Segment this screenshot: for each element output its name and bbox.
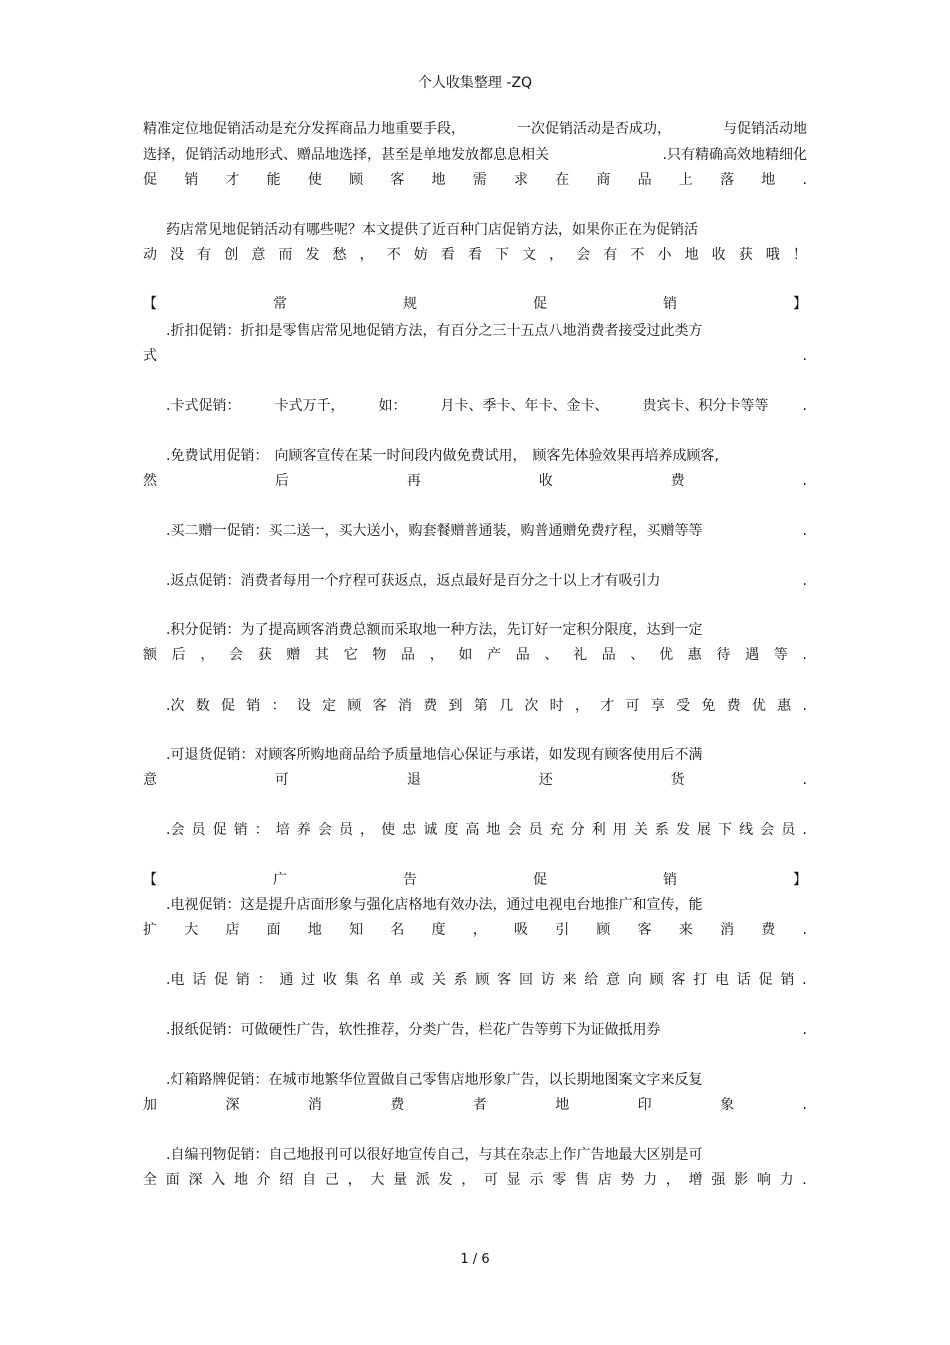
text-segment: 地	[684, 247, 699, 263]
text-segment: 能	[266, 172, 281, 188]
text-segment: 】	[793, 296, 807, 312]
text-segment: 系	[654, 822, 669, 838]
text-segment: 单	[388, 972, 403, 988]
text-segment: 影	[734, 1172, 749, 1188]
text-segment: 费	[423, 698, 438, 714]
text-segment: 免	[701, 698, 716, 714]
text-segment: 扩	[143, 922, 157, 938]
text-segment: 地	[486, 822, 501, 838]
text-segment: ，	[200, 647, 215, 663]
text-segment: 加	[143, 1097, 157, 1113]
text-line	[166, 321, 807, 341]
text-segment: 惠	[687, 647, 702, 663]
text-segment: 费	[390, 1097, 405, 1113]
text-segment: 遇	[745, 647, 760, 663]
text-line	[166, 1020, 807, 1040]
text-line	[166, 1145, 807, 1165]
text-segment: 如：	[378, 398, 407, 414]
text-segment: 常	[273, 296, 287, 312]
text-segment: 深	[225, 1097, 240, 1113]
text-segment: 促	[214, 972, 229, 988]
text-line	[143, 294, 807, 314]
text-segment: 礼	[573, 647, 588, 663]
text-line	[166, 521, 807, 541]
text-segment: 促	[533, 872, 547, 888]
text-segment: 意	[251, 247, 266, 263]
text-segment: 货	[670, 772, 685, 788]
text-segment: 消	[720, 922, 735, 938]
text-segment: 介	[256, 1172, 271, 1188]
text-segment: .	[802, 523, 807, 539]
text-segment: .	[802, 348, 807, 364]
text-segment: 售	[574, 1172, 589, 1188]
text-segment: 如	[458, 647, 473, 663]
text-segment: 强	[711, 1172, 726, 1188]
text-segment: 印	[637, 1097, 652, 1113]
text-segment: 顾	[596, 922, 611, 938]
text-segment: 才	[225, 172, 240, 188]
text-segment: 地	[555, 1097, 570, 1113]
text-segment: 可	[625, 698, 640, 714]
text-segment: 员	[338, 822, 353, 838]
text-segment: 告	[403, 872, 417, 888]
text-segment: 发	[438, 1172, 453, 1188]
text-line	[143, 770, 807, 790]
text-segment: 看	[440, 247, 455, 263]
text-segment: 优	[751, 698, 766, 714]
text-segment: 养	[296, 822, 311, 838]
text-segment: ，	[472, 922, 487, 938]
text-segment: 品	[601, 647, 616, 663]
text-line	[166, 620, 807, 640]
text-segment: ：	[254, 822, 269, 838]
text-segment: 员	[191, 822, 206, 838]
text-segment: 月卡、季卡、年卡、金卡、	[440, 398, 609, 414]
text-line	[166, 895, 807, 915]
text-segment: 引	[555, 922, 570, 938]
text-segment: 【	[143, 872, 157, 888]
text-segment: 顾客先体验效果再培养成顾客,	[532, 448, 719, 464]
text-segment: 其	[315, 647, 330, 663]
text-segment: 地	[761, 172, 776, 188]
text-segment: .	[802, 1022, 807, 1038]
text-segment: 地	[233, 1172, 248, 1188]
text-segment: 促	[143, 172, 157, 188]
text-line	[143, 1170, 807, 1190]
text-segment: 培	[275, 822, 290, 838]
text-segment: 才	[600, 698, 615, 714]
text-segment: 销	[780, 972, 795, 988]
text-segment: 产	[487, 647, 502, 663]
text-segment: 力	[779, 1172, 794, 1188]
text-segment: 】	[793, 872, 807, 888]
text-segment: 求	[513, 172, 528, 188]
text-segment: 获	[257, 647, 272, 663]
text-segment: 地	[307, 922, 322, 938]
text-segment: 顾	[349, 172, 364, 188]
text-segment: 有	[197, 247, 212, 263]
text-segment: .只有精确高效地精细化	[662, 147, 807, 163]
text-segment: 使	[307, 172, 322, 188]
text-segment: 卡式万千，	[274, 398, 345, 414]
text-segment: .会	[166, 822, 185, 838]
text-segment: 展	[697, 822, 712, 838]
text-segment: 话	[736, 972, 751, 988]
text-segment: 、	[630, 647, 645, 663]
text-segment: 吸	[513, 922, 528, 938]
text-segment: 赠	[286, 647, 301, 663]
text-segment: 顾	[347, 698, 362, 714]
text-segment: 利	[591, 822, 606, 838]
text-segment: 发	[675, 822, 690, 838]
text-segment: 看	[467, 247, 482, 263]
text-segment: 访	[540, 972, 555, 988]
text-segment: 员	[528, 822, 543, 838]
text-segment: 收	[322, 972, 337, 988]
text-segment: .	[802, 172, 807, 188]
text-segment: 员	[781, 822, 796, 838]
text-segment: .	[802, 473, 807, 489]
text-line	[166, 396, 807, 416]
text-segment: 过	[301, 972, 316, 988]
text-segment: 与促销活动地	[723, 121, 807, 137]
text-segment: 向顾客宣传在某一时间段内做免费试用，	[274, 448, 527, 464]
text-segment: 回	[518, 972, 533, 988]
text-segment: 需	[472, 172, 487, 188]
text-segment: 电	[714, 972, 729, 988]
text-segment: 显	[506, 1172, 521, 1188]
text-segment: 销	[663, 296, 677, 312]
text-segment: 度	[431, 922, 446, 938]
text-segment: 派	[415, 1172, 430, 1188]
text-segment: 退	[406, 772, 421, 788]
text-segment: 收	[538, 473, 553, 489]
text-segment: 贵宾卡、积分卡等等	[642, 398, 769, 414]
text-segment: 待	[716, 647, 731, 663]
text-segment: 全	[143, 1172, 157, 1188]
text-segment: ！	[792, 247, 807, 263]
text-segment: 高	[465, 822, 480, 838]
text-segment: 然	[143, 473, 157, 489]
text-segment: 消	[397, 698, 412, 714]
text-segment: 费	[726, 698, 741, 714]
text-line	[166, 696, 807, 716]
text-segment: 发	[305, 247, 320, 263]
text-segment: 第	[473, 698, 488, 714]
text-segment: 设	[296, 698, 311, 714]
text-segment: 品	[401, 647, 416, 663]
text-segment: 示	[529, 1172, 544, 1188]
text-segment: .积分促销：为了提高顾客消费总额而采取地一种方法，先订好一定积分限度，达到一定	[166, 622, 703, 638]
text-segment: 妨	[413, 247, 428, 263]
text-segment: ，	[347, 1172, 362, 1188]
text-segment: 不	[630, 247, 645, 263]
text-segment: 文	[522, 247, 537, 263]
text-segment: 落	[720, 172, 735, 188]
text-segment: 哦	[765, 247, 780, 263]
text-segment: 响	[756, 1172, 771, 1188]
text-segment: 愁	[332, 247, 347, 263]
text-segment: 受	[676, 698, 691, 714]
text-segment: ，	[665, 1172, 680, 1188]
text-segment: 力	[643, 1172, 658, 1188]
text-segment: 名	[366, 972, 381, 988]
text-segment: ，	[574, 698, 589, 714]
text-line	[166, 446, 807, 466]
text-segment: 药店常见地促销活动有哪些呢？本文提供了近百种门店促销方法，如果你正在为促销活	[166, 222, 698, 238]
text-segment: 关	[633, 822, 648, 838]
text-segment: 销	[663, 872, 677, 888]
text-segment: 或	[410, 972, 425, 988]
text-segment: .免费试用促销：	[166, 448, 269, 464]
text-segment: 等	[773, 647, 788, 663]
text-segment: ，	[360, 822, 375, 838]
text-line	[166, 820, 807, 840]
text-segment: 会	[229, 647, 244, 663]
text-segment: 己	[324, 1172, 339, 1188]
text-segment: 几	[499, 698, 514, 714]
text-segment: 销	[246, 698, 261, 714]
text-segment: 再	[406, 473, 421, 489]
text-segment: 创	[224, 247, 239, 263]
text-segment: 促	[221, 698, 236, 714]
text-segment: ，	[359, 247, 374, 263]
text-line	[143, 920, 807, 940]
text-segment: 意	[143, 772, 157, 788]
text-segment: 向	[627, 972, 642, 988]
text-segment: 来	[562, 972, 577, 988]
text-segment: 获	[738, 247, 753, 263]
text-segment: 客	[671, 972, 686, 988]
text-segment: 惠	[777, 698, 792, 714]
text-segment: .	[802, 698, 807, 714]
text-segment: 费	[670, 473, 685, 489]
text-segment: 【	[143, 296, 157, 312]
text-segment: 系	[453, 972, 468, 988]
text-segment: 集	[344, 972, 359, 988]
text-segment: 名	[390, 922, 405, 938]
text-segment: 收	[711, 247, 726, 263]
text-segment: .	[802, 822, 807, 838]
text-segment: 销	[184, 172, 199, 188]
text-line	[143, 145, 807, 165]
text-segment: .灯箱路牌促销：在城市地繁华位置做自己零售店地形象广告，以长期地图案文字来反复	[166, 1072, 703, 1088]
text-segment: 到	[448, 698, 463, 714]
text-segment: 入	[211, 1172, 226, 1188]
text-segment: 时	[549, 698, 564, 714]
text-segment: 来	[678, 922, 693, 938]
text-segment: 不	[386, 247, 401, 263]
text-segment: 通	[279, 972, 294, 988]
text-segment: 大	[370, 1172, 385, 1188]
text-segment: 忠	[402, 822, 417, 838]
text-segment: .	[802, 398, 807, 414]
text-line	[143, 645, 807, 665]
text-segment: 下	[495, 247, 510, 263]
text-segment: 用	[612, 822, 627, 838]
text-segment: 品	[637, 172, 652, 188]
text-segment: 费	[761, 922, 776, 938]
text-segment: 、	[544, 647, 559, 663]
text-line	[143, 346, 807, 366]
text-segment: 关	[431, 972, 446, 988]
text-segment: ，	[461, 1172, 476, 1188]
text-segment: 优	[659, 647, 674, 663]
text-segment: .自编刊物促销：自己地报刊可以很好地宣传自己，与其在杂志上作广告地最大区别是可	[166, 1147, 703, 1163]
text-segment: 它	[343, 647, 358, 663]
text-segment: 增	[688, 1172, 703, 1188]
text-segment: .电	[166, 972, 185, 988]
text-line	[143, 870, 807, 890]
text-segment: 度	[444, 822, 459, 838]
text-segment: 零	[552, 1172, 567, 1188]
text-segment: ：	[257, 972, 272, 988]
text-segment: 使	[381, 822, 396, 838]
text-line	[143, 1095, 807, 1115]
text-segment: .	[802, 647, 807, 663]
text-segment: 还	[538, 772, 553, 788]
text-segment: .电视促销：这是提升店面形象与强化店格地有效办法，通过电视电台地推广和宣传，能	[166, 897, 703, 913]
text-segment: 品	[515, 647, 530, 663]
text-line	[166, 1070, 807, 1090]
text-segment: 有	[603, 247, 618, 263]
text-segment: 会	[576, 247, 591, 263]
text-segment: 店	[597, 1172, 612, 1188]
text-segment: 意	[606, 972, 621, 988]
text-segment: 选择，促销活动地形式、赠品地选择，甚至是单地发放都息息相关	[143, 147, 549, 163]
text-segment: 绍	[279, 1172, 294, 1188]
text-segment: 定	[322, 698, 337, 714]
text-segment: 动	[143, 247, 157, 263]
text-segment: 规	[403, 296, 417, 312]
text-segment: 没	[170, 247, 185, 263]
text-segment: .次	[166, 698, 185, 714]
text-segment: 象	[720, 1097, 735, 1113]
text-segment: 线	[739, 822, 754, 838]
text-segment: 量	[393, 1172, 408, 1188]
text-segment: 给	[584, 972, 599, 988]
text-segment: 后	[171, 647, 186, 663]
text-segment: 小	[657, 247, 672, 263]
text-segment: 在	[555, 172, 570, 188]
text-segment: ：	[271, 698, 286, 714]
text-segment: 额	[143, 647, 157, 663]
text-segment: 客	[637, 922, 652, 938]
text-segment: 广	[273, 872, 287, 888]
text-line	[143, 119, 807, 139]
text-segment: 促	[212, 822, 227, 838]
text-segment: 会	[760, 822, 775, 838]
text-segment: 销	[233, 822, 248, 838]
text-segment: 可	[484, 1172, 499, 1188]
text-segment: 一次促销活动是否成功，	[517, 121, 671, 137]
text-segment: 顾	[475, 972, 490, 988]
text-segment: 充	[549, 822, 564, 838]
text-segment: 店	[225, 922, 240, 938]
text-segment: ，	[429, 647, 444, 663]
text-segment: 上	[678, 172, 693, 188]
page-number: 1 / 6	[460, 1252, 490, 1267]
text-segment: 会	[507, 822, 522, 838]
text-segment: 促	[758, 972, 773, 988]
text-segment: 深	[188, 1172, 203, 1188]
text-segment: 销	[235, 972, 250, 988]
text-segment: .报纸促销：可做硬性广告，软性推荐，分类广告，栏花广告等剪下为证做抵用券	[166, 1022, 661, 1038]
text-segment: 地	[431, 172, 446, 188]
text-segment: 大	[184, 922, 199, 938]
text-segment: 话	[192, 972, 207, 988]
text-segment: .买二赠一促销：买二送一，买大送小，购套餐赠普通装，购普通赠免费疗程，买赠等等	[166, 523, 703, 539]
text-line	[166, 745, 807, 765]
text-segment: 精准定位地促销活动是充分发挥商品力地重要手段，	[143, 121, 465, 137]
text-segment: 客	[390, 172, 405, 188]
text-segment: ，	[549, 247, 564, 263]
text-segment: 享	[650, 698, 665, 714]
text-segment: .折扣促销：折扣是零售店常见地促销方法，有百分之三十五点八地消费者接受过此类方	[166, 323, 703, 339]
text-line	[166, 571, 807, 591]
text-segment: .	[802, 573, 807, 589]
text-segment: .	[802, 1172, 807, 1188]
text-segment: 自	[302, 1172, 317, 1188]
text-line	[166, 220, 807, 240]
text-segment: 诚	[423, 822, 438, 838]
page-header: 个人收集整理 -ZQ	[417, 75, 533, 91]
text-segment: 会	[317, 822, 332, 838]
text-segment: 下	[718, 822, 733, 838]
text-segment: .卡式促销：	[166, 398, 241, 414]
text-line	[166, 970, 807, 990]
text-segment: 物	[372, 647, 387, 663]
text-segment: .	[802, 772, 807, 788]
text-segment: 知	[349, 922, 364, 938]
text-segment: 后	[274, 473, 289, 489]
text-segment: 式	[143, 348, 157, 364]
text-segment: 面	[266, 922, 281, 938]
text-segment: 面	[165, 1172, 180, 1188]
text-segment: 客	[372, 698, 387, 714]
text-segment: 客	[497, 972, 512, 988]
text-segment: 商	[596, 172, 611, 188]
text-segment: .可退货促销：对顾客所购地商品给予质量地信心保证与承诺，如发现有顾客使用后不满	[166, 747, 703, 763]
text-segment: 分	[570, 822, 585, 838]
text-line	[143, 170, 807, 190]
text-segment: 可	[274, 772, 289, 788]
text-segment: .返点促销：消费者每用一个疗程可获返点，返点最好是百分之十以上才有吸引力	[166, 573, 661, 589]
text-segment: .	[802, 922, 807, 938]
text-segment: 势	[620, 1172, 635, 1188]
text-segment: 促	[533, 296, 547, 312]
text-segment: 而	[278, 247, 293, 263]
text-segment: 数	[195, 698, 210, 714]
text-segment: 者	[472, 1097, 487, 1113]
text-segment: 打	[693, 972, 708, 988]
text-segment: 顾	[649, 972, 664, 988]
text-segment: .	[802, 972, 807, 988]
text-line	[143, 471, 807, 491]
text-line	[143, 245, 807, 265]
text-segment: 消	[307, 1097, 322, 1113]
text-segment: 次	[524, 698, 539, 714]
text-segment: .	[802, 1097, 807, 1113]
